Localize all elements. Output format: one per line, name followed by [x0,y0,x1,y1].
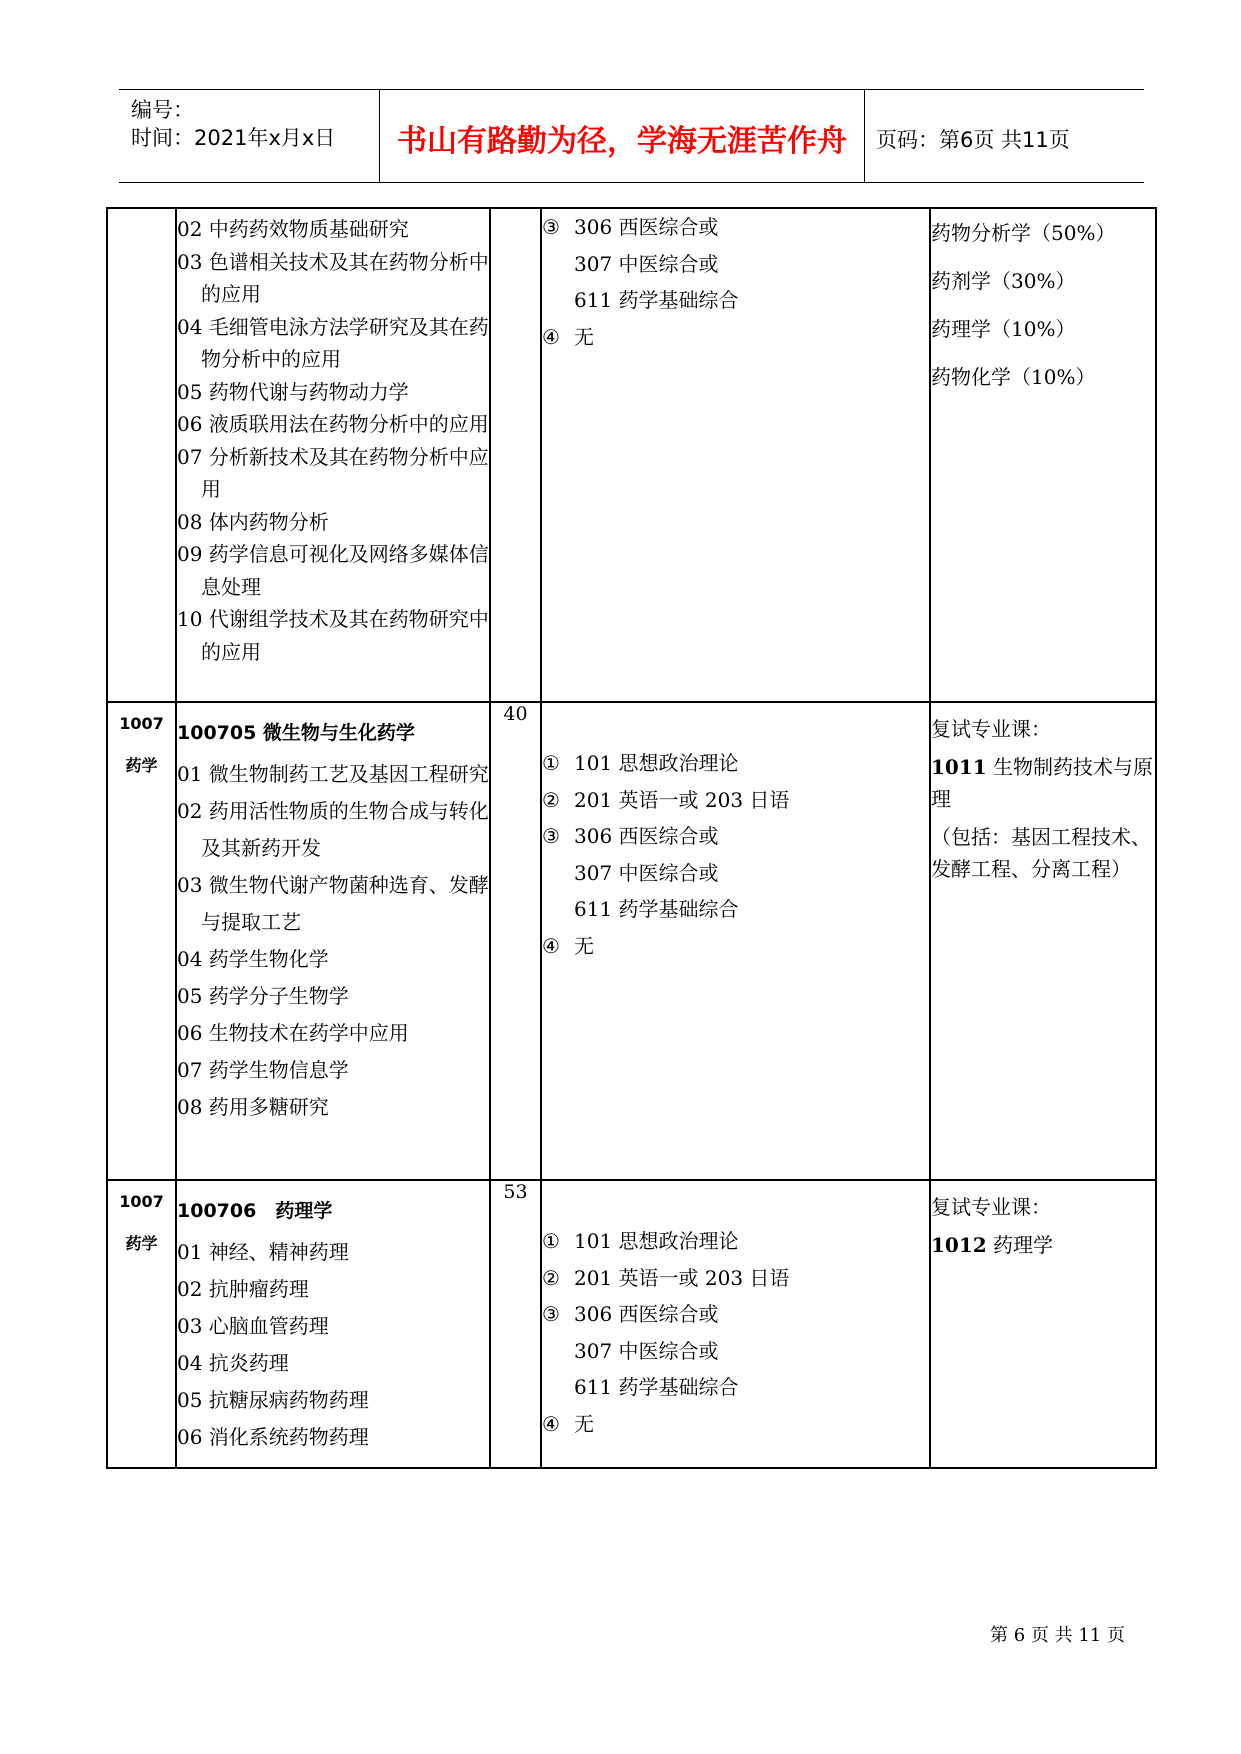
exam-item: ③ 306 西医综合或 [542,1302,719,1326]
exam-item: 611 药学基础综合 [574,897,739,921]
exam-item: 307 中医综合或 [574,1338,719,1363]
exams-cell [541,702,930,1180]
motto: 书山有路勤为径，学海无涯苦作舟 [397,124,847,159]
header-page-cell [864,90,1144,182]
exam-item: ④ 无 [542,324,594,349]
directions-cell [176,1180,490,1468]
exam-item: ② 201 英语一或 203 日语 [542,787,790,812]
direction-item: 04 毛细管电泳方法学研究及其在药物分析中的应用 [177,314,489,371]
program-table [106,207,1157,1469]
direction-item: 02 中药药效物质基础研究 [177,217,409,241]
code-cell [107,208,176,702]
direction-item: 06 消化系统药物药理 [177,1425,369,1449]
table-row [107,702,1156,1180]
direction-item: 03 微生物代谢产物菌种选育、发酵与提取工艺 [177,873,489,934]
time-label: 时间：2021年x月x日 [131,126,336,150]
course-name: 生物制药技术与原理 [931,755,1154,811]
header-meta [119,90,379,182]
enrollment-cell [490,208,541,702]
exam-item: 307 中医综合或 [574,251,719,276]
header-motto-cell [379,90,865,182]
exam-item: ② 201 英语一或 203 日语 [542,1265,790,1290]
direction-item: 01 神经、精神药理 [177,1240,349,1264]
weight-item: 药物分析学（50%） [931,221,1116,245]
direction-item: 08 药用多糖研究 [177,1095,329,1119]
weight-item: 药物化学（10%） [931,365,1096,389]
direction-item: 04 抗炎药理 [177,1351,289,1375]
exam-item: 611 药学基础综合 [574,288,739,312]
discipline-code: 1007 [119,714,164,733]
direction-item: 03 心脑血管药理 [177,1314,329,1338]
major-title: 100705 微生物与生化药学 [177,722,415,744]
exam-item: ① 101 思想政治理论 [542,1229,739,1253]
direction-item: 02 抗肿瘤药理 [177,1277,309,1301]
direction-item: 03 色谱相关技术及其在药物分析中的应用 [177,249,489,306]
exam-item: ③ 306 西医综合或 [542,824,719,848]
exam-item: ③ 306 西医综合或 [542,215,719,239]
direction-item: 07 分析新技术及其在药物分析中应用 [177,444,489,501]
notes-cell [930,702,1156,1180]
direction-item: 05 药学分子生物学 [177,984,349,1008]
serial-label: 编号： [131,98,194,122]
enrollment-cell: 53 [490,1180,541,1468]
discipline-name: 药学 [125,1234,158,1253]
table-row [107,1180,1156,1468]
page-header [119,89,1144,183]
direction-item: 06 生物技术在药学中应用 [177,1021,409,1045]
direction-item: 02 药用活性物质的生物合成与转化及其新药开发 [177,799,489,860]
code-cell [107,1180,176,1468]
page-label: 页码：第6页 共11页 [876,128,1070,152]
direction-item: 05 抗糖尿病药物药理 [177,1388,369,1412]
notes-cell [930,1180,1156,1468]
direction-item: 07 药学生物信息学 [177,1058,349,1082]
exam-item: 307 中医综合或 [574,860,719,885]
direction-item: 09 药学信息可视化及网络多媒体信息处理 [177,542,489,599]
course-name: 药理学 [993,1233,1054,1257]
directions-cell [176,702,490,1180]
weight-item: 药剂学（30%） [931,269,1076,293]
exams-cell [541,208,930,702]
direction-item: 06 液质联用法在药物分析中的应用 [177,412,489,436]
direction-item: 04 药学生物化学 [177,947,329,971]
exam-item: ④ 无 [542,933,594,958]
retest-course [931,1229,1155,1261]
retest-course [931,751,1155,815]
exams-cell [541,1180,930,1468]
enrollment-cell: 40 [490,702,541,1180]
page-footer: 第 6 页 共 11 页 [990,1625,1125,1646]
exam-item: ④ 无 [542,1411,594,1436]
notes-cell [930,208,1156,702]
table-row [107,208,1156,702]
retest-label: 复试专业课： [931,1195,1051,1219]
weight-item: 药理学（10%） [931,317,1076,341]
exam-item: 611 药学基础综合 [574,1375,739,1399]
direction-item: 10 代谢组学技术及其在药物研究中的应用 [177,607,489,664]
directions-cell [176,208,490,702]
exam-item: ① 101 思想政治理论 [542,751,739,775]
discipline-code: 1007 [119,1192,164,1211]
direction-item: 01 微生物制药工艺及基因工程研究 [177,762,489,786]
retest-label: 复试专业课： [931,717,1051,741]
direction-item: 08 体内药物分析 [177,509,329,534]
code-cell [107,702,176,1180]
major-title: 100706 药理学 [177,1200,333,1222]
course-detail: （包括：基因工程技术、发酵工程、分离工程） [931,825,1151,881]
discipline-name: 药学 [125,756,158,775]
direction-item: 05 药物代谢与药物动力学 [177,379,409,404]
course-code: 1012 [931,1233,987,1257]
course-code: 1011 [931,755,987,779]
